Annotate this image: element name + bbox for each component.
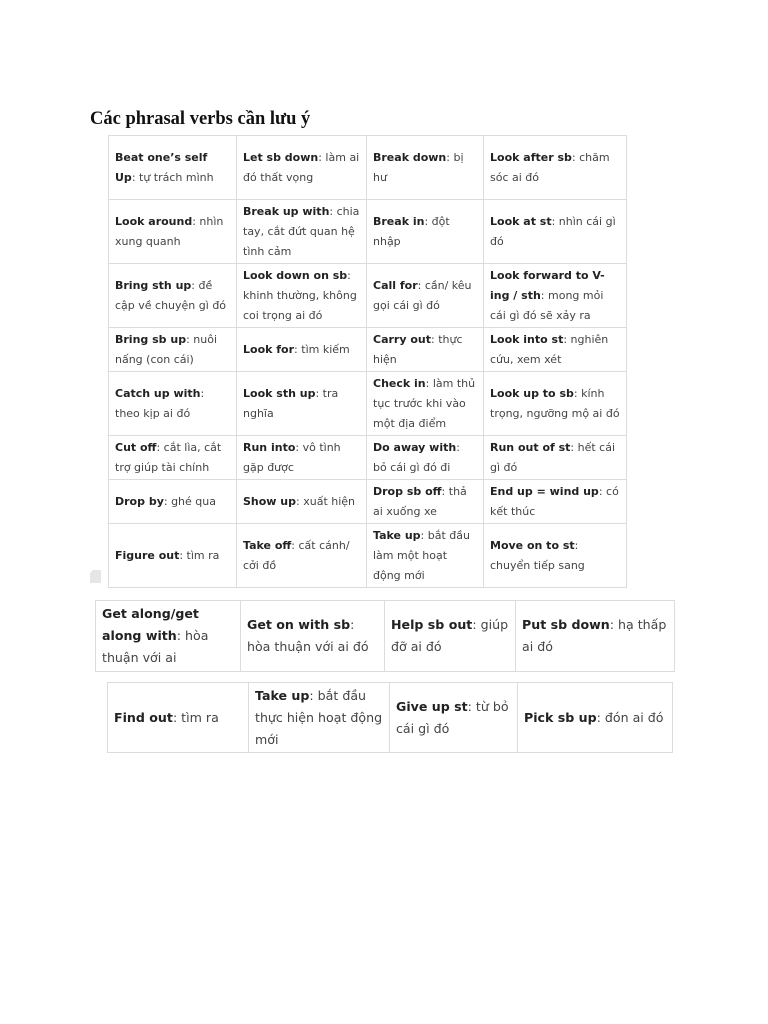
table-row bbox=[109, 136, 627, 200]
table-cell bbox=[96, 601, 241, 672]
phrasal-verb-meaning: : thả ai xuống xe bbox=[373, 484, 467, 518]
phrasal-verb-term: Look sth up bbox=[243, 386, 316, 400]
table-cell bbox=[518, 683, 673, 753]
table-cell bbox=[484, 372, 627, 436]
phrasal-verb-meaning: : tìm kiếm bbox=[294, 342, 350, 356]
table-cell bbox=[237, 328, 367, 372]
phrasal-verb-meaning: : hòa thuận với ai đó bbox=[247, 617, 369, 654]
table-cell bbox=[109, 436, 237, 480]
phrasal-verb-term: Find out bbox=[114, 709, 173, 725]
phrasal-verb-meaning: : nghiên cứu, xem xét bbox=[490, 332, 609, 366]
phrasal-verb-term: Look into st bbox=[490, 332, 564, 346]
phrasal-verb-term: Break down bbox=[373, 150, 447, 164]
phrasal-verb-meaning: : xuất hiện bbox=[296, 494, 356, 508]
table-cell bbox=[109, 264, 237, 328]
table-cell bbox=[516, 601, 675, 672]
phrasal-verb-meaning: : làm thủ tục trước khi vào một địa điểm bbox=[373, 376, 476, 430]
table-row bbox=[109, 200, 627, 264]
phrasal-verb-term: Look up to sb bbox=[490, 386, 574, 400]
phrasal-verb-meaning: : mong mỏi cái gì đó sẽ xảy ra bbox=[490, 288, 604, 322]
phrasal-verb-term: Show up bbox=[243, 494, 297, 508]
phrasal-verb-meaning: : hòa thuận với ai bbox=[102, 628, 209, 665]
phrasal-verb-meaning: : thực hiện bbox=[373, 332, 463, 366]
phrasal-verb-meaning: : tìm ra bbox=[172, 709, 219, 725]
phrasal-verb-term: Give up st bbox=[396, 698, 468, 714]
table-cell bbox=[385, 601, 516, 672]
phrasal-verb-term: Carry out bbox=[373, 332, 431, 346]
phrasal-verb-meaning: : đón ai đó bbox=[596, 709, 664, 725]
phrasal-verb-term: Take up bbox=[255, 687, 310, 703]
phrasal-verb-term: Beat one’s self Up bbox=[115, 150, 208, 184]
phrasal-verb-term: Cut off bbox=[115, 440, 157, 454]
table-row bbox=[109, 328, 627, 372]
table-cell bbox=[237, 524, 367, 588]
table-cell bbox=[367, 480, 484, 524]
phrasal-verb-meaning: : nhìn xung quanh bbox=[115, 214, 224, 248]
table-cell bbox=[237, 480, 367, 524]
phrasal-verb-meaning: : cất cánh/ cởi đồ bbox=[243, 538, 350, 572]
table-cell bbox=[367, 524, 484, 588]
table-cell bbox=[237, 200, 367, 264]
phrasal-verb-term: Get on with sb bbox=[247, 617, 351, 632]
phrasal-verb-term: Take up bbox=[373, 528, 421, 542]
phrasal-verb-term: Put sb down bbox=[522, 617, 610, 632]
phrasal-verb-term: Check in bbox=[373, 376, 426, 390]
table-cell bbox=[390, 683, 518, 753]
table-row bbox=[109, 264, 627, 328]
phrasal-verb-meaning: : kính trọng, ngưỡng mộ ai đó bbox=[490, 386, 620, 420]
phrasal-verb-meaning: : chuyển tiếp sang bbox=[490, 538, 585, 572]
phrasal-verb-meaning: : giúp đỡ ai đó bbox=[391, 617, 509, 654]
phrasal-verb-meaning: : nhìn cái gì đó bbox=[490, 214, 616, 248]
phrasal-verb-term: Catch up with bbox=[115, 386, 201, 400]
phrasal-verb-term: Get along/get along with bbox=[102, 606, 199, 643]
table-cell bbox=[237, 372, 367, 436]
phrasal-verb-term: Look down on sb bbox=[243, 268, 348, 282]
table-cell bbox=[367, 436, 484, 480]
phrasal-verb-term: Break up with bbox=[243, 204, 330, 218]
table-cell bbox=[237, 436, 367, 480]
table-cell bbox=[109, 524, 237, 588]
table-row bbox=[108, 683, 673, 753]
phrasal-verb-meaning: : khinh thường, không coi trọng ai đó bbox=[243, 268, 357, 322]
table-cell bbox=[109, 372, 237, 436]
table-cell bbox=[109, 200, 237, 264]
phrasal-verb-meaning: : tra nghĩa bbox=[243, 386, 339, 420]
phrasal-verb-term: Run out of st bbox=[490, 440, 571, 454]
phrasal-verb-meaning: : bắt đầu làm một hoạt động mới bbox=[373, 528, 470, 582]
table-row bbox=[109, 480, 627, 524]
phrasal-verb-term: Move on to st bbox=[490, 538, 575, 552]
phrasal-verb-term: Help sb out bbox=[391, 617, 473, 632]
table-cell bbox=[249, 683, 390, 753]
table-row bbox=[109, 436, 627, 480]
phrasal-verb-meaning: : cắt lìa, cắt trợ giúp tài chính bbox=[115, 440, 222, 474]
phrasal-verb-meaning: : ghé qua bbox=[163, 494, 216, 508]
table-cell bbox=[484, 136, 627, 200]
phrasal-verb-term: Look at st bbox=[490, 214, 552, 228]
table-cell bbox=[109, 136, 237, 200]
table-cell bbox=[237, 136, 367, 200]
table-cell bbox=[367, 372, 484, 436]
phrasal-verb-meaning: : đột nhập bbox=[373, 214, 450, 248]
phrasal-verb-term: Take off bbox=[243, 538, 292, 552]
phrasal-verbs-table-1 bbox=[108, 135, 627, 588]
phrasal-verb-term: Look after sb bbox=[490, 150, 572, 164]
phrasal-verb-meaning: : làm ai đó thất vọng bbox=[243, 150, 360, 184]
phrasal-verb-meaning: : chăm sóc ai đó bbox=[490, 150, 610, 184]
phrasal-verb-meaning: : chia tay, cắt đứt quan hệ tình cảm bbox=[243, 204, 360, 258]
table-row bbox=[109, 372, 627, 436]
table-cell bbox=[484, 200, 627, 264]
phrasal-verb-meaning: : vô tình gặp được bbox=[243, 440, 341, 474]
table-cell bbox=[484, 328, 627, 372]
phrasal-verb-term: Let sb down bbox=[243, 150, 319, 164]
phrasal-verb-meaning: : nuôi nấng (con cái) bbox=[115, 332, 218, 366]
phrasal-verb-term: Drop sb off bbox=[373, 484, 442, 498]
table-cell bbox=[108, 683, 249, 753]
phrasal-verb-term: Look forward to V-ing / sth bbox=[490, 268, 605, 302]
table-cell bbox=[484, 524, 627, 588]
table-cell bbox=[367, 200, 484, 264]
phrasal-verb-meaning: : tìm ra bbox=[179, 548, 220, 562]
phrasal-verb-term: Bring sb up bbox=[115, 332, 187, 346]
phrasal-verb-term: Do away with bbox=[373, 440, 457, 454]
table-cell bbox=[241, 601, 385, 672]
table-cell bbox=[109, 480, 237, 524]
phrasal-verb-term: Look for bbox=[243, 342, 295, 356]
table-cell bbox=[367, 264, 484, 328]
phrasal-verbs-table-2 bbox=[95, 600, 675, 672]
phrasal-verb-meaning: : hết cái gì đó bbox=[490, 440, 616, 474]
page-fold-marker bbox=[90, 570, 101, 583]
phrasal-verb-meaning: : bị hư bbox=[373, 150, 464, 184]
phrasal-verb-meaning: : bỏ cái gì đó đi bbox=[373, 440, 460, 474]
phrasal-verb-meaning: : hạ thấp ai đó bbox=[522, 617, 667, 654]
phrasal-verb-term: Figure out bbox=[115, 548, 180, 562]
phrasal-verbs-table-3 bbox=[107, 682, 673, 753]
table-row bbox=[96, 601, 675, 672]
phrasal-verb-meaning: : đề cập về chuyện gì đó bbox=[115, 278, 227, 312]
phrasal-verb-term: End up = wind up bbox=[490, 484, 599, 498]
phrasal-verb-meaning: : cần/ kêu gọi cái gì đó bbox=[373, 278, 472, 312]
page-title: Các phrasal verbs cần lưu ý bbox=[90, 109, 311, 129]
phrasal-verb-term: Run into bbox=[243, 440, 296, 454]
phrasal-verb-meaning: : tự trách mình bbox=[131, 170, 214, 184]
phrasal-verb-meaning: : có kết thúc bbox=[490, 484, 619, 518]
phrasal-verb-meaning: : theo kịp ai đó bbox=[115, 386, 205, 420]
table-cell bbox=[109, 328, 237, 372]
phrasal-verb-term: Bring sth up bbox=[115, 278, 192, 292]
phrasal-verb-term: Pick sb up bbox=[524, 709, 597, 725]
table-cell bbox=[484, 480, 627, 524]
table-cell bbox=[237, 264, 367, 328]
phrasal-verb-meaning: : bắt đầu thực hiện hoạt động mới bbox=[255, 687, 383, 747]
table-row bbox=[109, 524, 627, 588]
table-cell bbox=[367, 136, 484, 200]
phrasal-verb-term: Drop by bbox=[115, 494, 164, 508]
phrasal-verb-term: Call for bbox=[373, 278, 418, 292]
table-cell bbox=[484, 436, 627, 480]
phrasal-verb-term: Look around bbox=[115, 214, 193, 228]
table-cell bbox=[367, 328, 484, 372]
phrasal-verb-term: Break in bbox=[373, 214, 425, 228]
phrasal-verb-meaning: : từ bỏ cái gì đó bbox=[396, 698, 509, 736]
table-cell bbox=[484, 264, 627, 328]
